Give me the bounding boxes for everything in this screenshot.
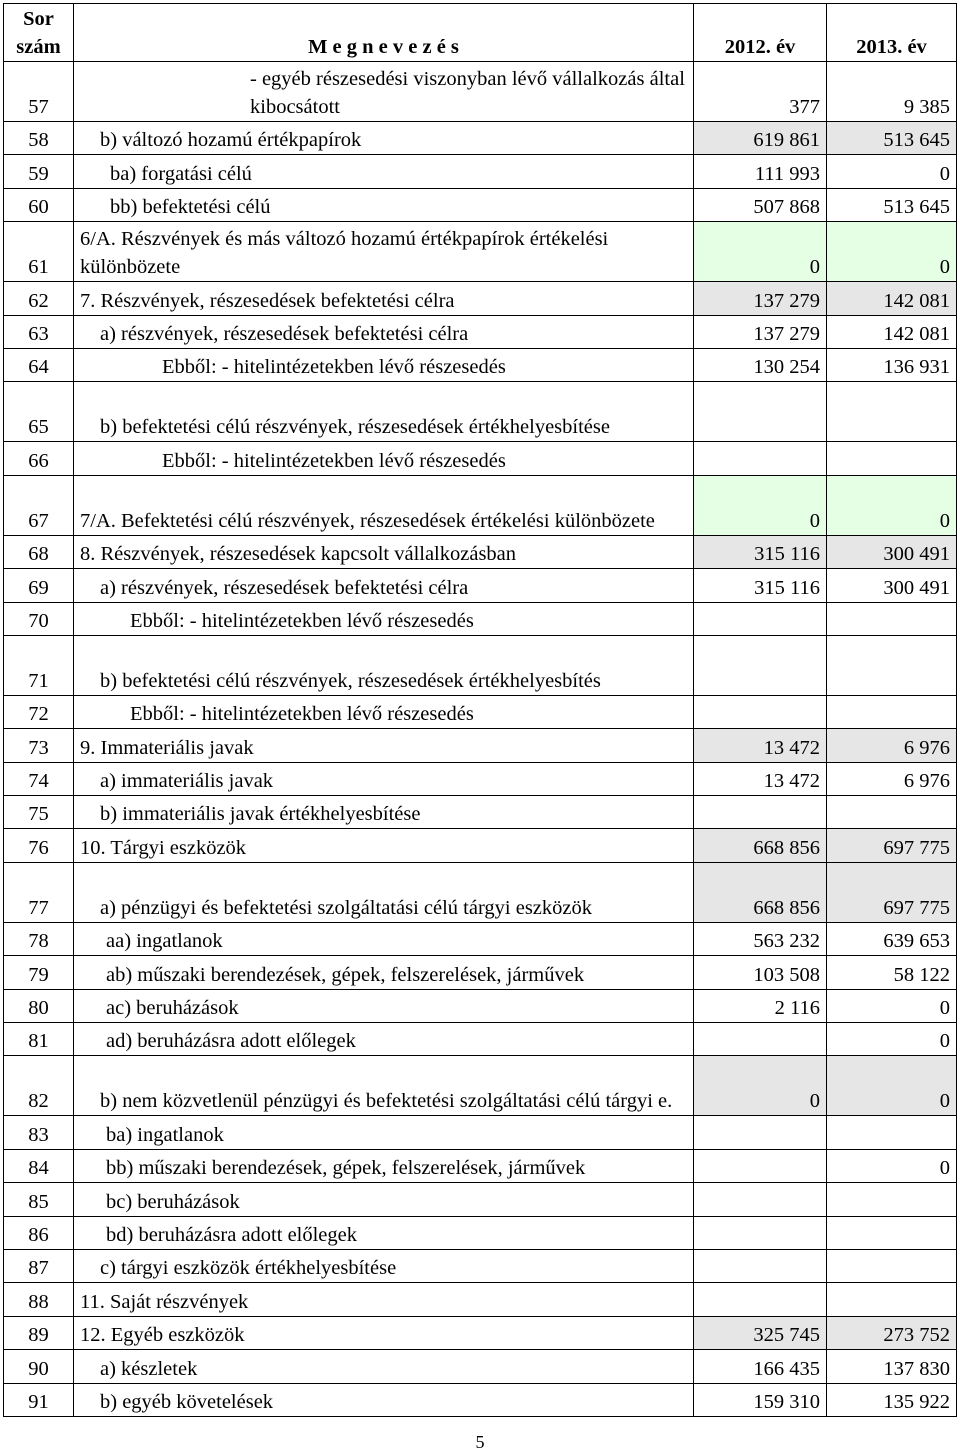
row-number: 69 [4,569,74,602]
row-number: 71 [4,635,74,695]
value-2012: 2 116 [694,989,827,1022]
row-number: 81 [4,1023,74,1056]
value-2012 [694,442,827,475]
row-number: 65 [4,382,74,442]
value-2012 [694,1183,827,1216]
table-body [4,62,957,1417]
row-description: a) készletek [74,1350,694,1383]
row-number: 64 [4,348,74,381]
header-description: M e g n e v e z é s [74,4,694,62]
value-2013 [827,1216,957,1249]
value-2012: 137 279 [694,282,827,315]
value-2012 [694,695,827,728]
row-description: Ebből: - hitelintézetekben lévő részesedés [74,442,694,475]
header-row [4,4,957,62]
value-2012: 315 116 [694,535,827,568]
value-2012: 563 232 [694,922,827,955]
row-number: 83 [4,1116,74,1149]
value-2013: 0 [827,989,957,1022]
value-2013 [827,695,957,728]
row-number: 77 [4,862,74,922]
table-row [4,382,957,442]
row-number: 89 [4,1316,74,1349]
row-description: - egyéb részesedési viszonyban lévő vállalkozás által kibocsátott [74,62,694,122]
table-row [4,1283,957,1316]
row-number: 73 [4,729,74,762]
value-2013 [827,796,957,829]
value-2013: 513 645 [827,188,957,221]
row-description: 9. Immateriális javak [74,729,694,762]
row-description: bd) beruházásra adott előlegek [74,1216,694,1249]
row-number: 63 [4,315,74,348]
table-row [4,956,957,989]
value-2013: 0 [827,1149,957,1182]
value-2012: 668 856 [694,862,827,922]
row-description: 7. Részvények, részesedések befektetési célra [74,282,694,315]
row-description: 11. Saját részvények [74,1283,694,1316]
value-2013 [827,1283,957,1316]
row-number: 75 [4,796,74,829]
value-2012 [694,1283,827,1316]
value-2012: 0 [694,222,827,282]
table-row [4,315,957,348]
row-number: 62 [4,282,74,315]
table-row [4,282,957,315]
header-year-2013: 2013. év [827,4,957,62]
balance-sheet-table [3,3,957,1417]
value-2013: 6 976 [827,762,957,795]
table-row [4,635,957,695]
value-2012 [694,1216,827,1249]
row-description: Ebből: - hitelintézetekben lévő részesedés [74,602,694,635]
row-description: c) tárgyi eszközök értékhelyesbítése [74,1249,694,1282]
row-description: a) immateriális javak [74,762,694,795]
value-2013: 639 653 [827,922,957,955]
table-row [4,1056,957,1116]
row-number: 57 [4,62,74,122]
value-2012: 13 472 [694,729,827,762]
value-2012 [694,602,827,635]
row-description: a) pénzügyi és befektetési szolgáltatási célú tárgyi eszközök [74,862,694,922]
table-row [4,796,957,829]
value-2012: 111 993 [694,155,827,188]
table-row [4,1023,957,1056]
row-description: ac) beruházások [74,989,694,1022]
row-description: 10. Tárgyi eszközök [74,829,694,862]
value-2013: 142 081 [827,315,957,348]
value-2013 [827,635,957,695]
table-row [4,569,957,602]
value-2012: 668 856 [694,829,827,862]
row-number: 86 [4,1216,74,1249]
value-2013: 0 [827,1023,957,1056]
row-description: ba) ingatlanok [74,1116,694,1149]
value-2013 [827,382,957,442]
value-2012: 166 435 [694,1350,827,1383]
table-row [4,762,957,795]
table-row [4,535,957,568]
value-2013: 513 645 [827,122,957,155]
value-2013: 0 [827,155,957,188]
row-description: a) részvények, részesedések befektetési célra [74,569,694,602]
row-number: 76 [4,829,74,862]
row-description: b) egyéb követelések [74,1383,694,1416]
row-description: b) változó hozamú értékpapírok [74,122,694,155]
value-2013: 136 931 [827,348,957,381]
table-row [4,729,957,762]
row-number: 88 [4,1283,74,1316]
row-number: 91 [4,1383,74,1416]
value-2013: 58 122 [827,956,957,989]
value-2012 [694,382,827,442]
table-row [4,829,957,862]
row-description: Ebből: - hitelintézetekben lévő részesedés [74,348,694,381]
row-description: bb) műszaki berendezések, gépek, felszerelések, járművek [74,1149,694,1182]
table-row [4,348,957,381]
value-2012 [694,1116,827,1149]
table-row [4,1350,957,1383]
row-number: 68 [4,535,74,568]
value-2012: 315 116 [694,569,827,602]
value-2012 [694,796,827,829]
row-number: 72 [4,695,74,728]
value-2012: 325 745 [694,1316,827,1349]
row-number: 60 [4,188,74,221]
row-number: 79 [4,956,74,989]
table-row [4,1383,957,1416]
page-number: 5 [475,1432,485,1452]
value-2013: 0 [827,1056,957,1116]
table-row [4,695,957,728]
header-row-number: Sor szám [4,4,74,62]
table-row [4,122,957,155]
table-row [4,62,957,122]
value-2013 [827,1249,957,1282]
value-2013: 137 830 [827,1350,957,1383]
value-2013: 697 775 [827,829,957,862]
header-year-2012: 2012. év [694,4,827,62]
value-2012: 13 472 [694,762,827,795]
row-number: 78 [4,922,74,955]
value-2013 [827,1183,957,1216]
value-2013: 300 491 [827,569,957,602]
value-2013: 0 [827,475,957,535]
table-row [4,1149,957,1182]
value-2013 [827,602,957,635]
value-2013 [827,442,957,475]
table-row [4,1183,957,1216]
value-2013: 9 385 [827,62,957,122]
row-description: a) részvények, részesedések befektetési célra [74,315,694,348]
row-description: 6/A. Részvények és más változó hozamú értékpapírok értékelési különbözete [74,222,694,282]
row-description: b) befektetési célú részvények, részesedések értékhelyesbítés [74,635,694,695]
row-number: 85 [4,1183,74,1216]
row-description: 7/A. Befektetési célú részvények, részesedések értékelési különbözete [74,475,694,535]
table-row [4,989,957,1022]
row-number: 61 [4,222,74,282]
row-description: bb) befektetési célú [74,188,694,221]
row-description: aa) ingatlanok [74,922,694,955]
table-row [4,442,957,475]
value-2013: 142 081 [827,282,957,315]
value-2013: 273 752 [827,1316,957,1349]
row-description: ba) forgatási célú [74,155,694,188]
value-2012: 130 254 [694,348,827,381]
value-2012: 619 861 [694,122,827,155]
value-2012: 159 310 [694,1383,827,1416]
table-row [4,475,957,535]
value-2013: 135 922 [827,1383,957,1416]
value-2012 [694,1023,827,1056]
value-2013 [827,1116,957,1149]
table-row [4,1249,957,1282]
table-row [4,1116,957,1149]
value-2013: 300 491 [827,535,957,568]
row-description: b) immateriális javak értékhelyesbítése [74,796,694,829]
row-number: 87 [4,1249,74,1282]
row-number: 82 [4,1056,74,1116]
row-description: ad) beruházásra adott előlegek [74,1023,694,1056]
row-description: b) nem közvetlenül pénzügyi és befektetési szolgáltatási célú tárgyi e. [74,1056,694,1116]
value-2013: 0 [827,222,957,282]
table-row [4,222,957,282]
value-2012: 377 [694,62,827,122]
row-number: 58 [4,122,74,155]
row-description: b) befektetési célú részvények, részesedések értékhelyesbítése [74,382,694,442]
value-2013: 697 775 [827,862,957,922]
row-number: 59 [4,155,74,188]
value-2012: 0 [694,1056,827,1116]
row-description: 8. Részvények, részesedések kapcsolt vállalkozásban [74,535,694,568]
table-row [4,922,957,955]
value-2012 [694,635,827,695]
table-row [4,602,957,635]
value-2012: 0 [694,475,827,535]
value-2013: 6 976 [827,729,957,762]
row-number: 84 [4,1149,74,1182]
row-number: 66 [4,442,74,475]
row-description: 12. Egyéb eszközök [74,1316,694,1349]
table-row [4,188,957,221]
value-2012: 103 508 [694,956,827,989]
row-description: Ebből: - hitelintézetekben lévő részesedés [74,695,694,728]
value-2012 [694,1149,827,1182]
value-2012: 507 868 [694,188,827,221]
table-row [4,862,957,922]
row-number: 80 [4,989,74,1022]
table-row [4,155,957,188]
table-row [4,1216,957,1249]
value-2012: 137 279 [694,315,827,348]
row-number: 70 [4,602,74,635]
table-row [4,1316,957,1349]
row-description: bc) beruházások [74,1183,694,1216]
row-number: 74 [4,762,74,795]
row-description: ab) műszaki berendezések, gépek, felszerelések, járművek [74,956,694,989]
row-number: 90 [4,1350,74,1383]
value-2012 [694,1249,827,1282]
row-number: 67 [4,475,74,535]
